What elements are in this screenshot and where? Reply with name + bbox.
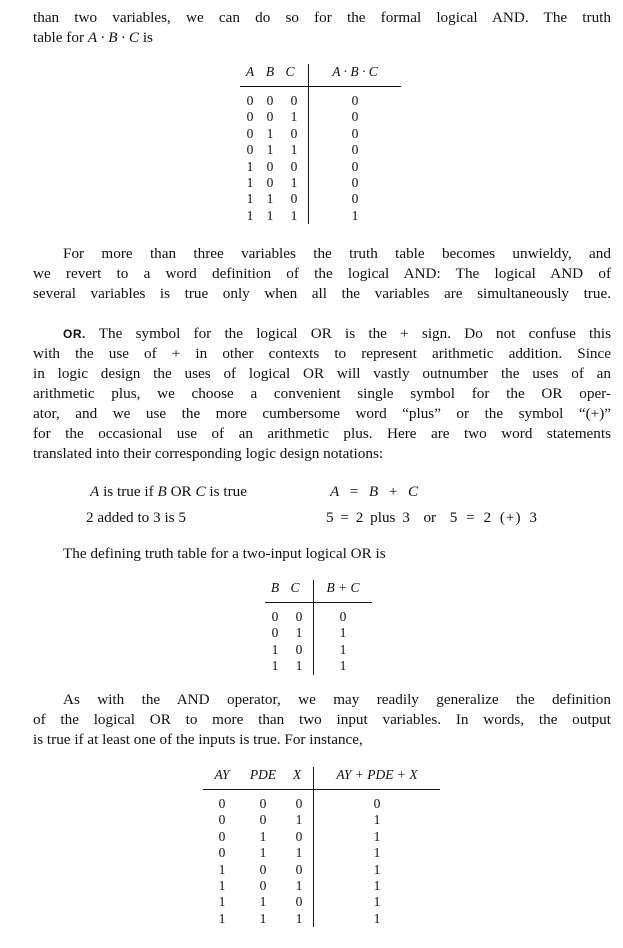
input-cell: 0 (290, 93, 298, 108)
output-cell: 1 (314, 625, 373, 641)
or-definition-paragraph (33, 324, 611, 464)
text-line: is true if at least one of the inputs is true. For instance, (33, 731, 363, 748)
input-cell: 1 (259, 828, 267, 844)
input-cell: 1 (266, 125, 274, 141)
table-row (240, 109, 401, 125)
input-cell: 1 (246, 191, 254, 207)
input-cell: 1 (290, 109, 298, 125)
input-cell: 0 (295, 861, 303, 877)
text-fragment: OR (170, 483, 192, 500)
text-line (33, 28, 611, 48)
output-cell: 0 (309, 109, 402, 125)
text-fragment: is true (209, 483, 247, 500)
column-header: C (280, 64, 309, 87)
input-cell: 0 (290, 125, 298, 141)
input-cell: 0 (271, 625, 279, 641)
text-line: translated into their corresponding logic design notations: (33, 445, 384, 462)
input-cell: 1 (290, 175, 298, 191)
text-line: arithmetic plus, we choose a convenient single symbol for the OR oper- (33, 385, 611, 402)
input-cell: 0 (295, 641, 303, 657)
text-line: than two variables, we can do so for the formal logical AND. The truth (33, 9, 611, 26)
column-header: C (285, 580, 314, 603)
word-statement-2: 2 added to 3 is 5 (86, 509, 186, 526)
table-row (240, 191, 401, 207)
input-cell: 1 (259, 894, 267, 910)
column-header: B (265, 580, 285, 603)
output-cell: 1 (314, 829, 441, 845)
input-cell: 0 (295, 796, 303, 811)
output-cell: 1 (314, 878, 441, 894)
input-cell: 1 (271, 658, 279, 674)
and-expression: A · B · C (87, 29, 140, 46)
table-row (203, 812, 440, 828)
input-cell: 1 (246, 175, 254, 191)
input-cell: 1 (295, 658, 303, 674)
input-cell: 0 (295, 609, 303, 624)
output-cell: 0 (309, 175, 402, 191)
input-cell: 1 (290, 207, 298, 223)
or-table-intro (33, 544, 611, 564)
input-cell: 0 (246, 142, 254, 158)
intro-paragraph (33, 8, 611, 48)
input-cell: 1 (266, 207, 274, 223)
input-cell: 1 (295, 845, 303, 861)
output-cell: 0 (309, 126, 402, 142)
input-cell: 0 (259, 878, 267, 894)
output-cell: 1 (314, 845, 441, 861)
column-header: X (285, 767, 314, 790)
notation-statement-2 (326, 508, 538, 528)
column-header: PDE (241, 767, 285, 790)
column-header: AY + PDE + X (314, 767, 441, 790)
input-cell: 0 (218, 845, 226, 861)
input-cell: 1 (295, 878, 303, 894)
input-cell: 0 (266, 158, 274, 174)
notation: 5 = 2 plus 3 (326, 509, 410, 526)
text-line: of the logical OR to more than two input variables. In words, the output (33, 711, 611, 728)
table-row (240, 175, 401, 191)
input-cell: 1 (295, 812, 303, 828)
notation: 5 = 2 (+) 3 (449, 509, 538, 526)
input-cell: 0 (295, 828, 303, 844)
table-row (240, 87, 401, 110)
text-line: As with the AND operator, we may readily generalize the definition (63, 691, 611, 708)
text-line: we revert to a word definition of the logical AND: The logical AND of (33, 265, 611, 282)
input-cell: 1 (246, 158, 254, 174)
text-line: For more than three variables the truth table becomes unwieldy, and (63, 245, 611, 262)
input-cell: 0 (246, 125, 254, 141)
input-cell: 0 (259, 796, 267, 811)
text-fragment: is true if (103, 483, 154, 500)
table-row (265, 603, 372, 626)
or-truth-table (265, 580, 372, 675)
input-cell: 0 (218, 828, 226, 844)
input-cell: 0 (266, 175, 274, 191)
table-row (265, 625, 372, 641)
and-definition-paragraph (33, 244, 611, 304)
input-cell: 0 (290, 191, 298, 207)
input-cell: 1 (246, 207, 254, 223)
input-cell: 1 (218, 894, 226, 910)
input-cell: 1 (295, 625, 303, 641)
input-cell: 0 (295, 894, 303, 910)
text-line: ator, and we use the more cumbersome word “plus” or the symbol “(+)” (33, 405, 611, 422)
text-fragment: or (423, 509, 437, 526)
output-cell: 1 (314, 862, 441, 878)
output-cell: 1 (314, 658, 373, 674)
input-cell: 1 (295, 910, 303, 926)
table-row (203, 829, 440, 845)
notation-statement-1: A = B + C (330, 483, 420, 500)
input-cell: 1 (266, 142, 274, 158)
output-cell: 0 (309, 142, 402, 158)
table-row (240, 159, 401, 175)
input-cell: 1 (266, 191, 274, 207)
table-row (203, 911, 440, 927)
output-cell: 1 (314, 894, 441, 910)
input-cell: 1 (218, 878, 226, 894)
word-statement-1 (90, 482, 247, 502)
output-cell: 0 (314, 603, 373, 626)
text-line: for the occasional use of an arithmetic plus. Here are two word statements (33, 425, 611, 442)
column-header: A · B · C (309, 64, 402, 87)
input-cell: 1 (259, 845, 267, 861)
variable: A (90, 483, 100, 500)
table-row (240, 142, 401, 158)
input-cell: 0 (218, 796, 226, 811)
table-row (203, 878, 440, 894)
text-line: several variables is true only when all the variables are simultaneously true. (33, 285, 611, 302)
text-line: with the use of + in other contexts to represent arithmetic addition. Since (33, 345, 611, 362)
table-row (203, 845, 440, 861)
text-fragment: The symbol for the logical OR is the + sign. Do not confuse this (98, 325, 611, 342)
or-generalization-paragraph (33, 690, 611, 750)
output-cell: 1 (314, 812, 441, 828)
table-row (203, 790, 440, 813)
variable: C (195, 483, 206, 500)
input-cell: 1 (259, 910, 267, 926)
or3-truth-table (203, 767, 440, 927)
output-cell: 0 (309, 87, 402, 110)
text-fragment: is (142, 29, 153, 46)
and-truth-table (240, 64, 401, 224)
output-cell: 1 (309, 208, 402, 224)
output-cell: 0 (314, 790, 441, 813)
input-cell: 0 (259, 812, 267, 828)
section-heading: OR. (63, 327, 86, 341)
table-row (203, 894, 440, 910)
table-row (240, 208, 401, 224)
input-cell: 1 (218, 861, 226, 877)
output-cell: 0 (309, 159, 402, 175)
input-cell: 1 (218, 910, 226, 926)
column-header: A (240, 64, 260, 87)
input-cell: 0 (246, 93, 254, 108)
input-cell: 0 (271, 609, 279, 624)
input-cell: 1 (290, 142, 298, 158)
input-cell: 0 (259, 861, 267, 877)
text-fragment: table for (33, 29, 85, 46)
input-cell: 0 (290, 158, 298, 174)
input-cell: 0 (218, 812, 226, 828)
input-cell: 0 (266, 93, 274, 108)
input-cell: 0 (266, 109, 274, 125)
column-header: B + C (314, 580, 373, 603)
input-cell: 0 (246, 109, 254, 125)
output-cell: 1 (314, 911, 441, 927)
table-row (265, 642, 372, 658)
column-header: AY (203, 767, 241, 790)
table-row (203, 862, 440, 878)
text-line: in logic design the uses of logical OR will vastly outnumber the uses of an (33, 365, 611, 382)
text-line (33, 324, 611, 344)
text-line: The defining truth table for a two-input logical OR is (63, 545, 386, 562)
input-cell: 1 (271, 641, 279, 657)
column-header: B (260, 64, 280, 87)
variable: B (157, 483, 167, 500)
table-row (240, 126, 401, 142)
output-cell: 0 (309, 191, 402, 207)
output-cell: 1 (314, 642, 373, 658)
table-row (265, 658, 372, 674)
